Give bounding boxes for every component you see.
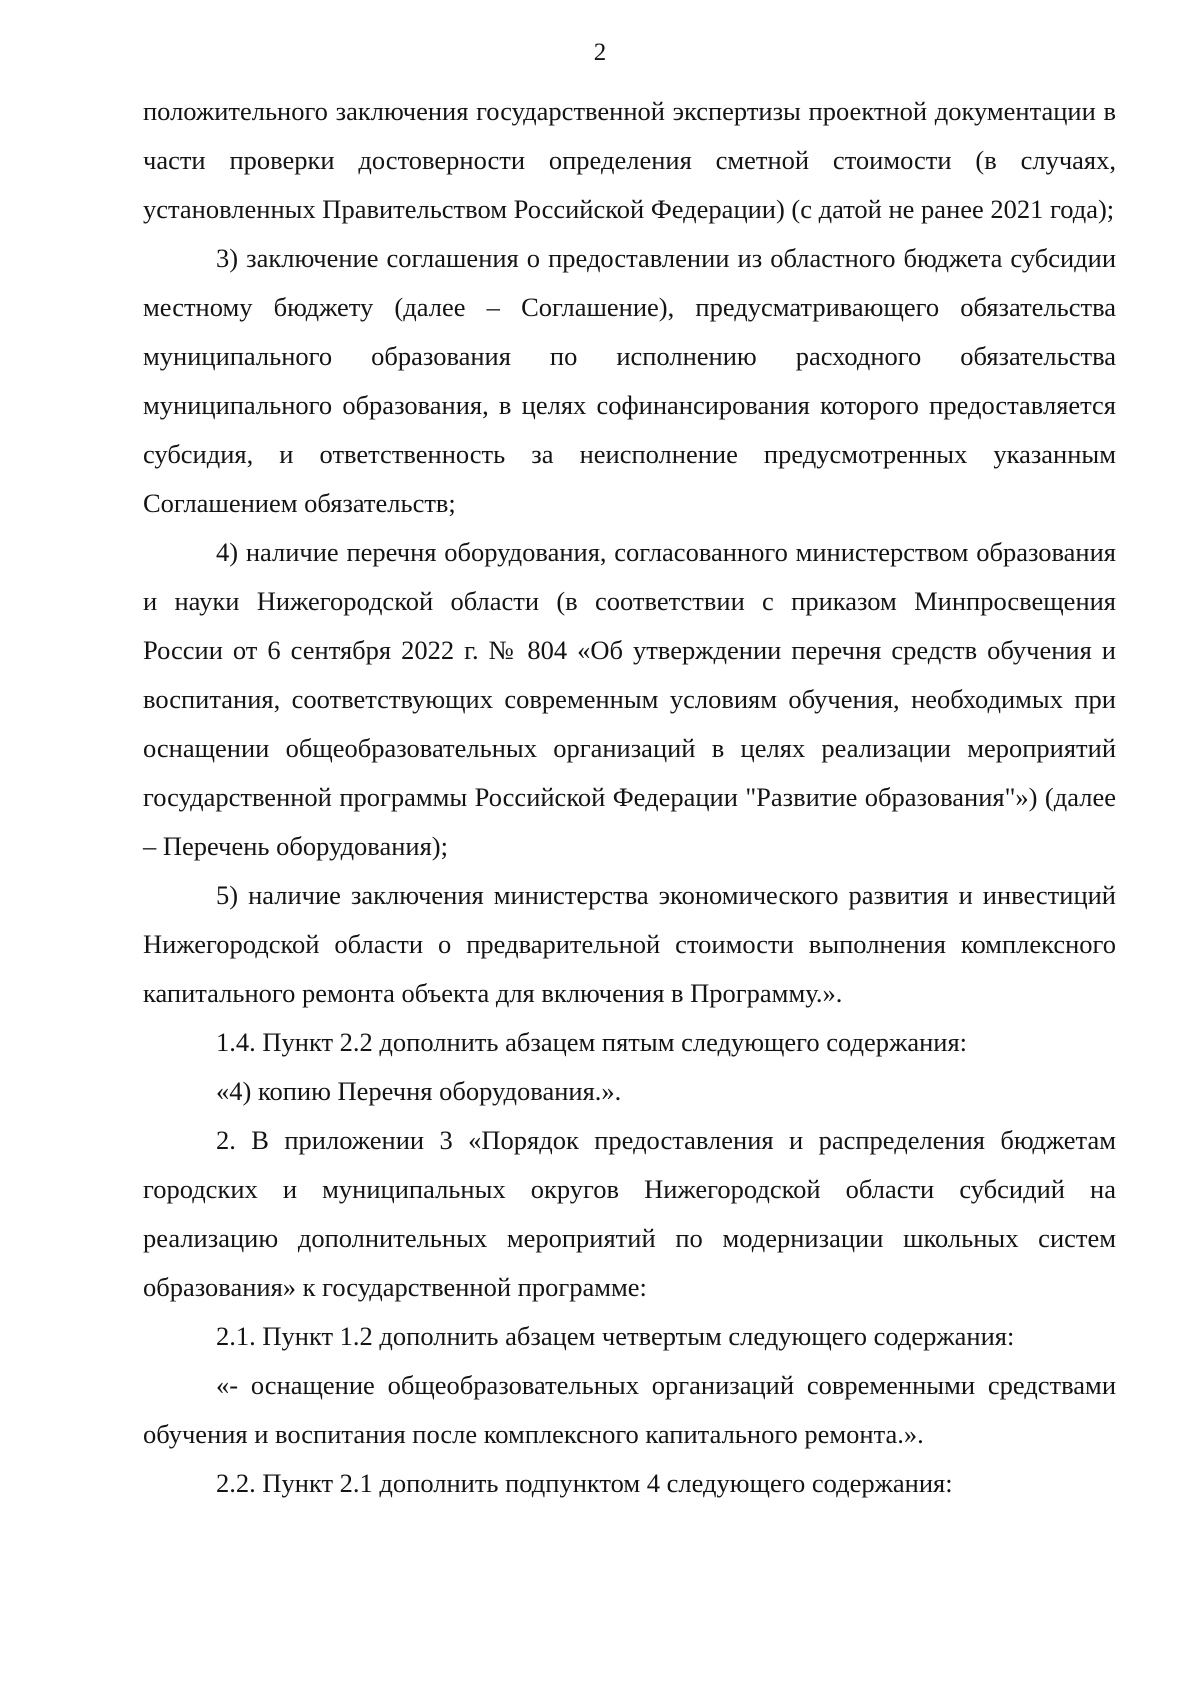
paragraph-point-2-1: 2.1. Пункт 1.2 дополнить абзацем четвертым следующего содержания: <box>216 1321 1015 1351</box>
paragraph-item-3: 3) заключение соглашения о предоставлении из областного бюджета субсидии местному бюджету (далее – Соглашение), предусматривающего обязательства муниципального образования по исполнению расходного обязательства муниципального образования, в целях софинансирования которого предоставляется субсидия, и ответственность за неисполнение предусмотренных указанным Соглашением обязательств; <box>143 243 1116 518</box>
document-body <box>143 87 1116 1508</box>
paragraph-item-5: 5) наличие заключения министерства экономического развития и инвестиций Нижегородской области о предварительной стоимости выполнения комплексного капитального ремонта объекта для включения в Программу.». <box>143 880 1116 1008</box>
page-number: 2 <box>593 39 607 66</box>
paragraph-quote-4: «4) копию Перечня оборудования.». <box>216 1076 622 1106</box>
paragraph-point-2-2: 2.2. Пункт 2.1 дополнить подпунктом 4 следующего содержания: <box>216 1468 953 1498</box>
paragraph-point-2: 2. В приложении 3 «Порядок предоставления и распределения бюджетам городских и муниципальных округов Нижегородской области субсидий на реализацию дополнительных мероприятий по модернизации школьных систем образования» к государственной программе: <box>143 1125 1116 1302</box>
paragraph-point-1-4: 1.4. Пункт 2.2 дополнить абзацем пятым следующего содержания: <box>216 1027 967 1057</box>
paragraph-item-4: 4) наличие перечня оборудования, согласованного министерством образования и науки Нижегородской области (в соответствии с приказом Минпросвещения России от 6 сентября 2022 г. № 804 «Об утверждении перечня средств обучения и воспитания, соответствующих современным условиям обучения, необходимых при оснащении общеобразовательных организаций в целях реализации мероприятий государственной программы Российской Федерации "Развитие образования"») (далее – Перечень оборудования); <box>143 537 1116 861</box>
paragraph-quote-equipping: «- оснащение общеобразовательных организаций современными средствами обучения и воспитания после комплексного капитального ремонта.». <box>143 1370 1116 1449</box>
paragraph-continuation: положительного заключения государственной экспертизы проектной документации в части проверки достоверности определения сметной стоимости (в случаях, установленных Правительством Российской Федерации) (с датой не ранее 2021 года); <box>143 96 1116 224</box>
